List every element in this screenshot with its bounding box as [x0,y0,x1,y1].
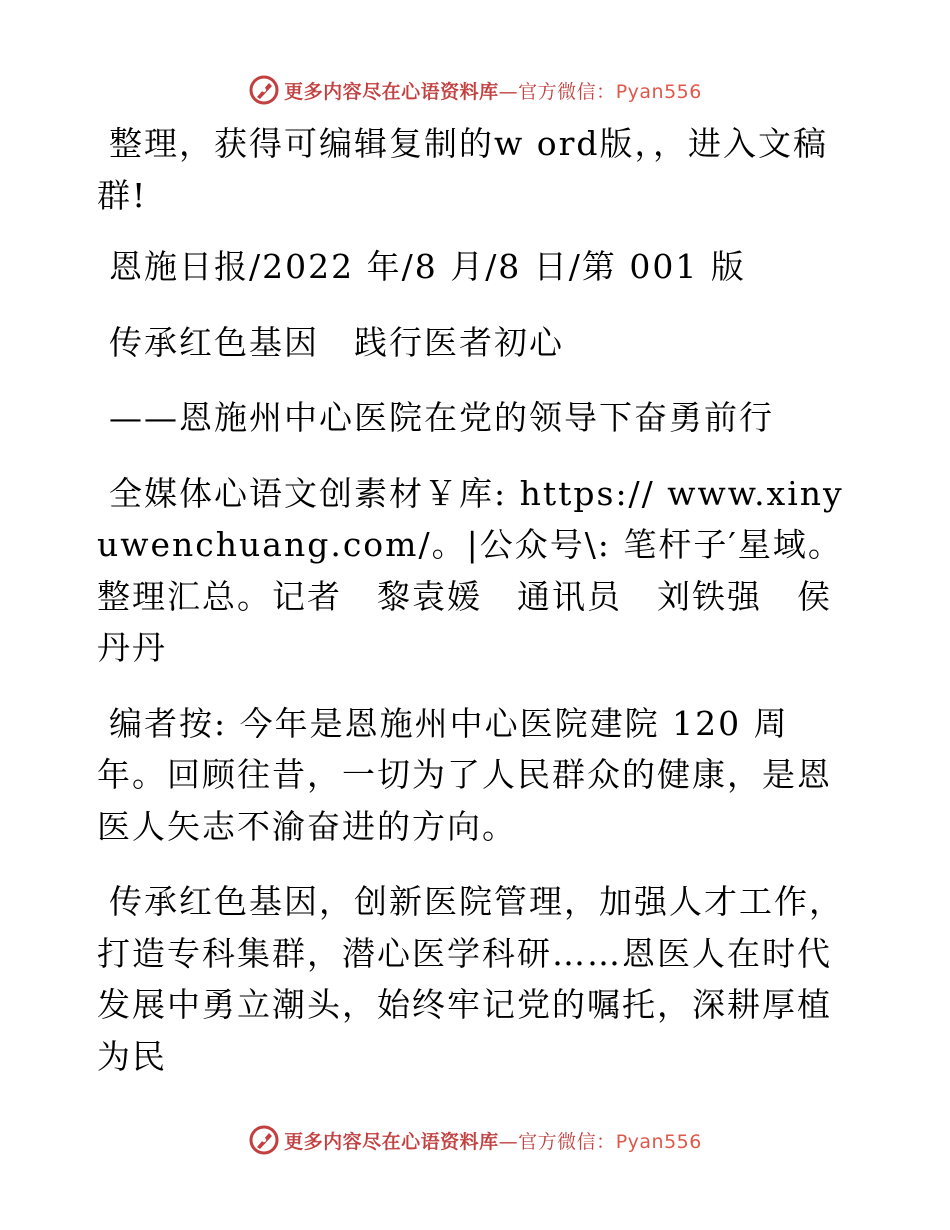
banner-wechat-id: Pyan556 [615,1130,702,1153]
article-subtitle: ——恩施州中心医院在党的领导下奋勇前行 [109,398,774,437]
banner-text [284,1127,702,1154]
banner-text [284,77,702,104]
banner-wechat-label: 官方微信： [518,80,616,103]
banner-wechat-label: 官方微信： [518,1130,616,1153]
paragraph-body: 传承红色基因，创新医院管理，加强人才工作，打造专科集群，潜心医学科研……恩医人在时代发展中勇立潮头，始终牢记党的嘱托，深耕厚植为民 [97,882,844,1076]
banner-title: 更多内容尽在心语资料库 [284,1130,499,1153]
document-body [97,118,857,1106]
banner-wechat-id: Pyan556 [615,80,702,103]
footer-watermark-banner [0,1120,950,1160]
paragraph-credits: 全媒体心语文创素材￥库: https:// www.xinyuwenchuang.com/。|公众号\: 笔杆子′星域。整理汇总。记者 黎袁媛 通讯员 刘铁强 侯丹丹 [97,473,844,667]
article-title: 传承红色基因 践行医者初心 [109,322,564,362]
banner-separator: — [498,80,519,103]
paragraph-editor-note: 编者按: 今年是恩施州中心医院建院 120 周年。回顾往昔，一切为了人民群众的健康，是恩医人矢志不渝奋进的方向。 [97,703,832,846]
paragraph-intro: 整理，获得可编辑复制的w ord版，，进入文稿群! [97,124,829,215]
banner-separator: — [498,1130,519,1153]
paragraph-source-line: 恩施日报/2022 年/8 月/8 日/第 001 版 [109,247,746,286]
header-watermark-banner [0,70,950,110]
banner-title: 更多内容尽在心语资料库 [284,80,499,103]
pen-nib-logo-icon [248,74,280,106]
pen-nib-logo-icon [248,1124,280,1156]
